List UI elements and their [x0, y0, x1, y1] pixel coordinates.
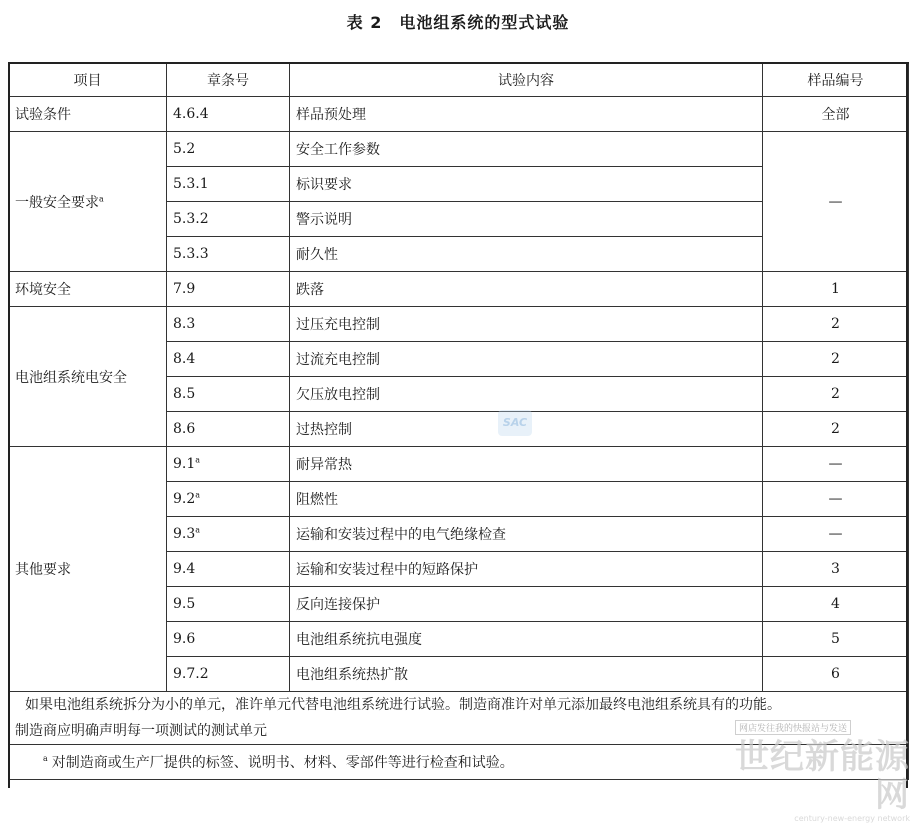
header-clause: 章条号	[167, 63, 290, 97]
clause-number: 9.2	[173, 491, 196, 507]
test-content-cell: 耐异常热	[290, 447, 763, 482]
sample-number-cell: —	[763, 447, 909, 482]
test-content-cell: 安全工作参数	[290, 132, 763, 167]
clause-number: 9.1	[173, 456, 196, 472]
header-item: 项目	[9, 63, 167, 97]
clause-number: 8.6	[173, 421, 196, 437]
clause-number: 9.7.2	[173, 666, 209, 682]
clause-cell	[167, 272, 290, 307]
clause-number: 5.3.1	[173, 176, 209, 192]
clause-cell	[167, 517, 290, 552]
footnote-text: 对制造商或生产厂提供的标签、说明书、材料、零部件等进行检查和试验。	[51, 755, 514, 771]
table-row	[9, 97, 909, 132]
table-body	[9, 63, 909, 780]
sample-number-cell: —	[763, 482, 909, 517]
clause-cell	[167, 657, 290, 692]
clause-number: 8.4	[173, 351, 196, 367]
header-sample: 样品编号	[763, 63, 909, 97]
footnote-marker: a	[195, 455, 201, 465]
clause-number: 8.3	[173, 316, 196, 332]
sample-number-cell: —	[763, 517, 909, 552]
clause-cell	[167, 587, 290, 622]
sample-number-cell: 2	[763, 377, 909, 412]
clause-number: 8.5	[173, 386, 196, 402]
clause-cell	[167, 307, 290, 342]
sample-number-cell: 6	[763, 657, 909, 692]
test-content-cell: 标识要求	[290, 167, 763, 202]
category-cell	[9, 97, 167, 132]
footnote-marker: a	[43, 754, 48, 764]
sample-number-cell: 2	[763, 412, 909, 447]
clause-number: 9.3	[173, 526, 196, 542]
category-cell	[9, 272, 167, 307]
clause-cell	[167, 622, 290, 657]
footnote-marker: a	[195, 490, 201, 500]
test-content-cell: 耐久性	[290, 237, 763, 272]
clause-number: 7.9	[173, 281, 196, 297]
test-content-cell: 阻燃性	[290, 482, 763, 517]
clause-cell	[167, 237, 290, 272]
test-content-cell: 电池组系统抗电强度	[290, 622, 763, 657]
site-url-watermark: century-new-energy network	[794, 814, 910, 823]
table-row	[9, 447, 909, 482]
sample-number-cell: —	[763, 132, 909, 272]
category-label: 其他要求	[15, 562, 71, 578]
category-label: 环境安全	[15, 282, 71, 298]
clause-cell	[167, 552, 290, 587]
note-line: 如果电池组系统拆分为小的单元，准许单元代替电池组系统进行试验。制造商准许对单元添加最终电池组系统具有的功能。	[25, 697, 781, 713]
clause-cell	[167, 202, 290, 237]
clause-cell	[167, 132, 290, 167]
site-name-watermark: 世纪新能源网	[735, 737, 910, 815]
clause-number: 5.3.3	[173, 246, 209, 262]
sample-number-cell: 2	[763, 307, 909, 342]
clause-number: 9.5	[173, 596, 196, 612]
sample-number-cell: 2	[763, 342, 909, 377]
table-row	[9, 307, 909, 342]
sac-watermark-logo: SAC	[498, 410, 532, 436]
test-content-cell: 警示说明	[290, 202, 763, 237]
test-content-cell: 过流充电控制	[290, 342, 763, 377]
test-content-cell: 过热控制	[290, 412, 763, 447]
clause-cell	[167, 342, 290, 377]
clause-number: 9.4	[173, 561, 196, 577]
table-left-border	[8, 62, 10, 788]
clause-cell	[167, 482, 290, 517]
category-label: 试验条件	[15, 107, 71, 123]
test-content-cell: 电池组系统热扩散	[290, 657, 763, 692]
table-row	[9, 132, 909, 167]
clause-number: 4.6.4	[173, 106, 209, 122]
category-label: 一般安全要求	[15, 194, 99, 211]
clause-number: 9.6	[173, 631, 196, 647]
category-cell	[9, 132, 167, 272]
clause-cell	[167, 412, 290, 447]
header-content: 试验内容	[290, 63, 763, 97]
test-content-cell: 运输和安装过程中的电气绝缘检查	[290, 517, 763, 552]
clause-number: 5.3.2	[173, 211, 209, 227]
test-content-cell: 欠压放电控制	[290, 377, 763, 412]
footnote-marker: a	[195, 525, 201, 535]
category-cell	[9, 447, 167, 692]
clause-cell	[167, 377, 290, 412]
clause-cell	[167, 167, 290, 202]
clause-cell	[167, 97, 290, 132]
sample-number-cell: 1	[763, 272, 909, 307]
type-test-table	[8, 62, 909, 780]
site-tag-watermark: 网店发往我的快报站与发送	[735, 720, 851, 735]
site-watermark	[735, 737, 910, 823]
sample-number-cell: 4	[763, 587, 909, 622]
category-label: 电池组系统电安全	[15, 369, 127, 386]
sample-number-cell: 3	[763, 552, 909, 587]
table-row	[9, 272, 909, 307]
table-title: 表 2 电池组系统的型式试验	[346, 13, 570, 32]
test-content-cell: 反向连接保护	[290, 587, 763, 622]
test-content-cell: 过压充电控制	[290, 307, 763, 342]
note-line: 制造商应明确声明每一项测试的测试单元	[15, 723, 267, 739]
category-cell	[9, 307, 167, 447]
footnote-marker: a	[99, 193, 104, 203]
clause-number: 5.2	[173, 141, 196, 157]
table-header-row	[9, 63, 909, 97]
sample-number-cell: 全部	[763, 97, 909, 132]
sample-number-cell: 5	[763, 622, 909, 657]
table-right-border	[906, 62, 908, 788]
test-content-cell: 跌落	[290, 272, 763, 307]
test-content-cell: 运输和安装过程中的短路保护	[290, 552, 763, 587]
clause-cell	[167, 447, 290, 482]
test-content-cell: 样品预处理	[290, 97, 763, 132]
